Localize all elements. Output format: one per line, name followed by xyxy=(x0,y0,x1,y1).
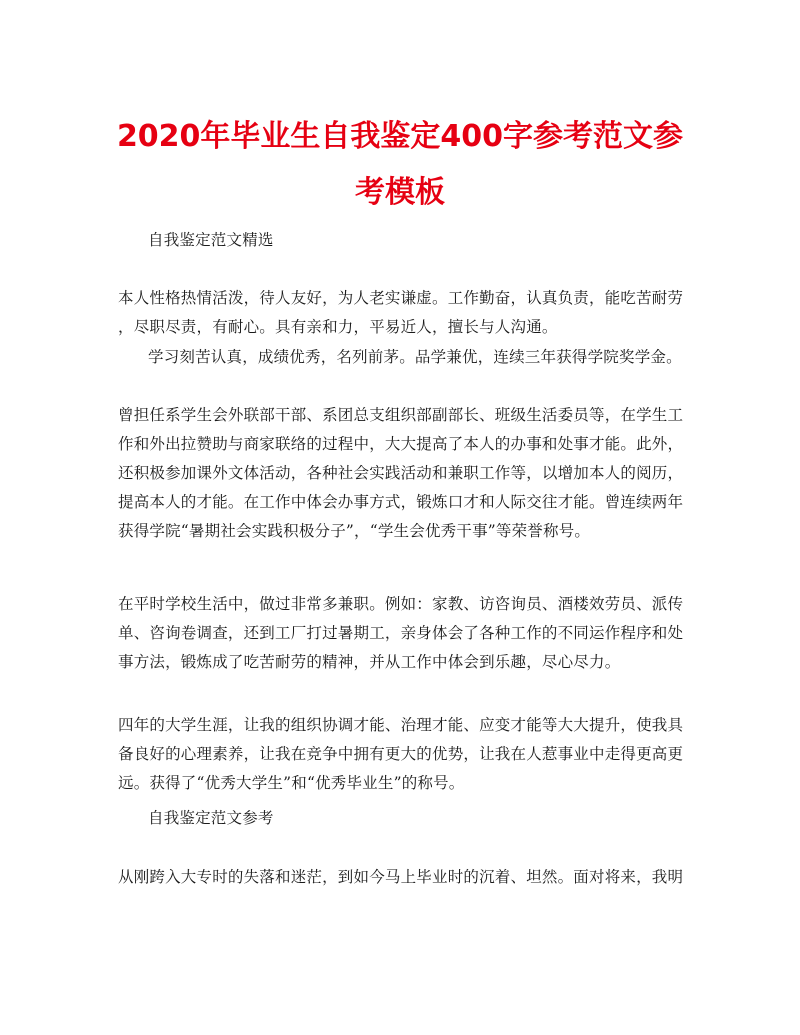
paragraph-line: 备良好的心理素养，让我在竞争中拥有更大的优势，让我在人惹事业中走得更高更 xyxy=(118,745,684,763)
paragraph-line: 获得学院“暑期社会实践积极分子”，“学生会优秀干事”等荣誉称号。 xyxy=(118,522,591,540)
paragraph-line: 从刚跨入大专时的失落和迷茫，到如今马上毕业时的沉着、坦然。面对将来，我明 xyxy=(118,868,684,886)
paragraph-line: 自我鉴定范文参考 xyxy=(148,809,274,827)
paragraph-line: 学习刻苦认真，成绩优秀，名列前茅。品学兼优，连续三年获得学院奖学金。 xyxy=(148,348,682,366)
paragraph-reflection xyxy=(118,863,698,892)
paragraph-line: 曾担任系学生会外联部干部、系团总支组织部副部长、班级生活委员等，在学生工 xyxy=(118,406,684,424)
paragraph-part-time xyxy=(118,590,698,677)
paragraph-line: 事方法，锻炼成了吃苦耐劳的精神，并从工作中体会到乐趣，尽心尽力。 xyxy=(118,653,621,671)
paragraph-line: 作和外出拉赞助与商家联络的过程中，大大提高了本人的办事和处事才能。此外， xyxy=(118,435,684,453)
paragraph-line: 单、咨询卷调查，还到工厂打过暑期工，亲身体会了各种工作的不同运作程序和处 xyxy=(118,624,684,642)
paragraph-university-years xyxy=(118,711,698,798)
paragraph-study xyxy=(148,343,728,372)
section-heading-reference xyxy=(148,804,728,833)
paragraph-student-union xyxy=(118,401,698,546)
document-title-line-2: 考模板 xyxy=(355,175,445,210)
paragraph-line: 远。获得了“优秀大学生”和“优秀毕业生”的称号。 xyxy=(118,774,465,792)
paragraph-line: 本人性格热情活泼，待人友好，为人老实谦虚。工作勤奋，认真负责，能吃苦耐劳 xyxy=(118,289,684,307)
paragraph-personality xyxy=(118,284,698,342)
paragraph-line: 在平时学校生活中，做过非常多兼职。例如：家教、访咨询员、酒楼效劳员、派传 xyxy=(118,595,684,613)
paragraph-line: 还积极参加课外文体活动，各种社会实践活动和兼职工作等，以增加本人的阅历， xyxy=(118,464,684,482)
paragraph-line: ，尽职尽责，有耐心。具有亲和力，平易近人，擅长与人沟通。 xyxy=(118,318,558,336)
section-heading-selected xyxy=(148,226,728,255)
paragraph-line: 自我鉴定范文精选 xyxy=(148,231,274,249)
document-title-line-1: 2020年毕业生自我鉴定400字参考范文参 xyxy=(116,119,684,154)
paragraph-line: 提高本人的才能。在工作中体会办事方式，锻炼口才和人际交往才能。曾连续两年 xyxy=(118,493,684,511)
paragraph-line: 四年的大学生涯，让我的组织协调才能、治理才能、应变才能等大大提升，使我具 xyxy=(118,716,684,734)
